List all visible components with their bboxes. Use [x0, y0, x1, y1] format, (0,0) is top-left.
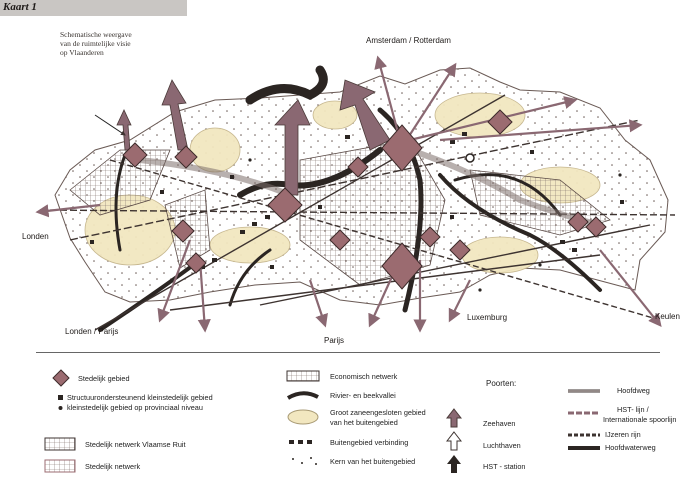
- legend-network-symbol: [44, 459, 76, 473]
- legend-structuurondersteunend: Structuurondersteunend kleinstedelijk gebied: [67, 393, 213, 402]
- legend-main-road-symbol: [567, 387, 601, 395]
- legend-core-symbol: [289, 455, 319, 467]
- legend-airport-symbol: [446, 431, 462, 451]
- legend-hst-lijn-2: Internationale spoorlijn: [603, 415, 677, 424]
- legend-groot-gebied-2: van het buitengebied: [330, 418, 398, 427]
- legend-kern: Kern van het buitengebied: [330, 457, 416, 466]
- legend-hoofdweg: Hoofdweg: [617, 386, 650, 395]
- hst-station-marker: [466, 154, 474, 162]
- map-title: Kaart 1: [3, 1, 37, 13]
- legend-stedelijk-gebied: Stedelijk gebied: [78, 374, 130, 383]
- legend-poorten: Poorten:: [486, 379, 517, 388]
- legend-stedelijk-netwerk: Stedelijk netwerk: [85, 462, 141, 471]
- legend-rivier: Rivier- en beekvallei: [330, 391, 396, 400]
- legend-ijzeren-rijn: IJzeren rijn: [605, 430, 641, 439]
- legend-stedelijk-netwerk-ruit: Stedelijk netwerk Vlaamse Ruit: [85, 440, 186, 449]
- legend-luchthaven: Luchthaven: [483, 441, 521, 450]
- label-keulen: Keulen: [655, 312, 680, 321]
- label-amsterdam-rotterdam: Amsterdam / Rotterdam: [366, 36, 451, 45]
- legend-connection-symbol: [289, 438, 319, 446]
- legend-kleinstedelijk-provinciaal: kleinstedelijk gebied op provinciaal niveau: [67, 403, 203, 412]
- legend-hoofdwaterweg: Hoofdwaterweg: [605, 443, 656, 452]
- legend-ijzeren-rijn-symbol: [567, 431, 601, 439]
- legend-seaport-symbol: [446, 408, 462, 428]
- legend-small-town-symbols: [55, 393, 67, 415]
- legend-hst-lijn-1: HST- lijn /: [617, 405, 649, 414]
- legend-economisch-netwerk: Economisch netwerk: [330, 372, 398, 381]
- legend-network-ruit-symbol: [44, 437, 76, 451]
- legend-waterway-symbol: [567, 444, 601, 452]
- legend-divider: [36, 352, 660, 353]
- legend-hst-station-symbol: [446, 454, 462, 474]
- legend-economic-symbol: [286, 370, 320, 382]
- legend-hst-line-symbol: [567, 409, 601, 417]
- legend-open-space-symbol: [286, 408, 320, 426]
- legend-urban-area-symbol: [52, 369, 70, 387]
- legend-buitengebied-verbinding: Buitengebied verbinding: [330, 438, 409, 447]
- label-luxemburg: Luxemburg: [467, 313, 508, 322]
- legend-hst-station: HST - station: [483, 462, 526, 471]
- legend-river-symbol: [286, 389, 320, 401]
- legend-groot-gebied-1: Groot zaneengesloten gebied: [330, 408, 426, 417]
- legend-zeehaven: Zeehaven: [483, 419, 516, 428]
- label-londen-parijs: Londen / Parijs: [65, 327, 119, 336]
- label-londen: Londen: [22, 232, 49, 241]
- label-parijs: Parijs: [324, 336, 345, 345]
- map-subtitle: Schematische weergave van de ruimtelijke visie op Vlaanderen: [60, 30, 132, 57]
